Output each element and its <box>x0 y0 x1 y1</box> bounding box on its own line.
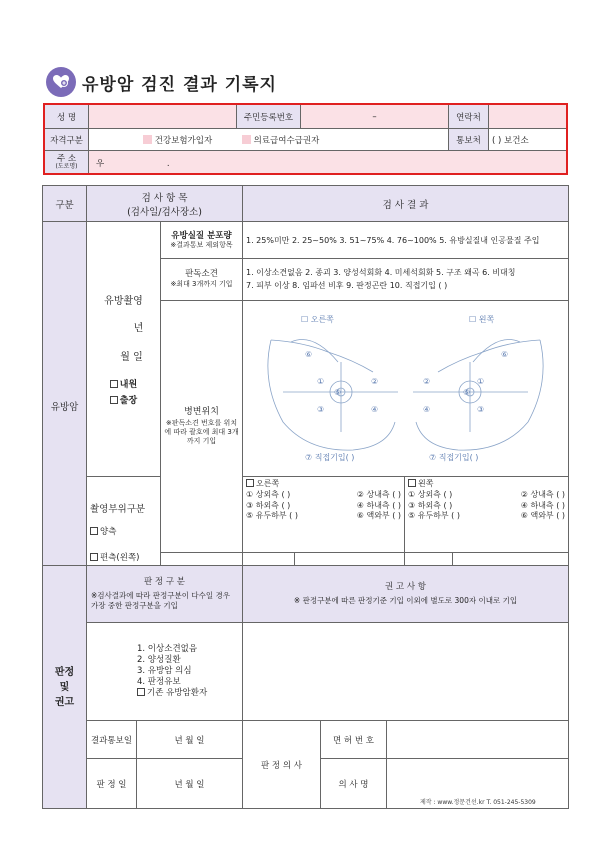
judgment-opt-1[interactable]: 1. 이상소견없음 <box>137 643 198 654</box>
judgment-row-label-3: 권고 <box>54 696 75 708</box>
left-upper-outer[interactable]: ① 상외측 ( ) <box>408 489 453 499</box>
right-lower-inner[interactable]: ④ 하내측 ( ) <box>356 500 401 510</box>
right-zone-6: ⑥ <box>305 349 313 359</box>
right-subareolar[interactable]: ⑤ 유두하부 ( ) <box>246 511 298 521</box>
breast-diagram-cell <box>243 301 569 477</box>
left-checkbox[interactable] <box>408 479 416 487</box>
page-title: 유방암 검진 결과 기록지 <box>82 74 277 95</box>
findings-note: ※최대 3개까지 기입 <box>170 280 233 289</box>
area-both-checkbox[interactable] <box>90 527 98 535</box>
col-items-sub: (검사일/검사장소) <box>127 206 202 218</box>
judgment-category-note: ※검사결과에 따라 판정구분이 다수일 경우 가장 중한 판정구분을 기입 <box>91 590 230 610</box>
judgment-row-label-2: 및 <box>59 681 70 693</box>
right-upper-inner[interactable]: ② 상내측 ( ) <box>356 489 401 499</box>
findings-label: 판독소견 <box>185 269 218 280</box>
right-box-title: 오른쪽 <box>256 479 280 488</box>
outreach-checkbox[interactable] <box>110 396 118 404</box>
right-location-box <box>243 477 405 553</box>
judgment-opt-4[interactable]: 4. 판정유보 <box>137 677 181 688</box>
left-zone-1: ① <box>477 376 485 386</box>
imaging-month-day: 월 일 <box>120 352 143 363</box>
heart-plus-icon <box>46 67 76 97</box>
diagram-right-label: ☐ 오른쪽 <box>301 314 334 324</box>
outreach-label: 출장 <box>119 396 138 406</box>
address-label-sub: (도로명) <box>55 162 78 170</box>
left-axillary[interactable]: ⑥ 액와부 ( ) <box>520 511 565 521</box>
name-label: 성 명 <box>45 105 89 129</box>
address-dot: . <box>166 158 170 169</box>
exam-table <box>42 185 569 590</box>
right-lower-outer[interactable]: ③ 하외측 ( ) <box>246 500 291 510</box>
left-subareolar[interactable]: ⑤ 유두하부 ( ) <box>408 511 460 521</box>
advice-field[interactable] <box>243 623 569 721</box>
right-direct-input: ⑦ 직접기입( ) <box>305 452 355 462</box>
address-label-main: 주 소 <box>56 153 77 164</box>
breast-diagram <box>243 302 568 476</box>
location-label: 병변위치 <box>184 407 219 418</box>
center-label: 통보처 <box>449 129 489 151</box>
left-direct-input: ⑦ 직접기입( ) <box>429 452 479 462</box>
col-items <box>87 186 243 222</box>
findings-options[interactable] <box>243 259 569 301</box>
area-label: 촬영부위구분 <box>90 504 146 515</box>
left-lower-outer[interactable]: ③ 하외측 ( ) <box>408 500 453 510</box>
col-items-title: 검 사 항 목 <box>141 192 188 204</box>
judgment-table <box>42 565 569 809</box>
judgment-category-title: 판 정 구 분 <box>144 577 185 588</box>
density-note: ※결과통보 제외항목 <box>170 240 233 249</box>
location-cell <box>161 301 243 553</box>
footer-credit: 제작 : www.정문건선.kr T. 051-245-5309 <box>420 799 536 806</box>
eligibility-opt-insured: 건강보험가입자 <box>154 135 213 146</box>
right-zone-5: ⑤ <box>334 387 342 397</box>
left-lower-inner[interactable]: ④ 하내측 ( ) <box>520 500 565 510</box>
findings-line-2: 7. 피부 이상 8. 임파선 비후 9. 판정곤란 10. 직접기입 ( ) <box>246 280 448 290</box>
left-zone-4: ④ <box>423 404 431 414</box>
left-box-title: 왼쪽 <box>418 479 434 488</box>
col-results: 검 사 결 과 <box>243 186 569 222</box>
postal-mark: 우 <box>96 158 105 169</box>
findings-line-1: 1. 이상소견없음 2. 종괴 3. 양성석회화 4. 미세석회화 5. 구조 왜곡 6. 비대칭 <box>246 268 516 278</box>
imaging-label: 유방촬영 <box>104 296 143 307</box>
imaging-year: 년 <box>133 323 144 334</box>
eligibility-label: 자격구분 <box>45 129 89 151</box>
advice-header <box>243 566 569 623</box>
center-field[interactable]: ( ) 보건소 <box>489 129 567 151</box>
left-zone-5: ⑤ <box>463 387 471 397</box>
notice-date-label: 결과통보일 <box>87 721 137 759</box>
judgment-opt-5: 기존 유방암환자 <box>147 688 208 699</box>
area-both: 양측 <box>100 527 117 537</box>
judgment-category-header <box>87 566 243 623</box>
inhouse-checkbox[interactable] <box>110 380 118 388</box>
right-axillary[interactable]: ⑥ 액와부 ( ) <box>356 511 401 521</box>
area-left: 편측(왼쪽) <box>100 553 140 563</box>
left-zone-3: ③ <box>477 404 485 414</box>
right-checkbox[interactable] <box>246 479 254 487</box>
judge-license-label: 면 허 번 호 <box>321 721 387 759</box>
judgment-row-label <box>43 566 87 809</box>
judge-doctor-label: 판 정 의 사 <box>243 721 321 809</box>
judgment-opt-2[interactable]: 2. 양성질환 <box>137 654 181 665</box>
advice-note: ※ 판정구분에 따른 판정기준 기입 이외에 별도로 300자 이내로 기입 <box>293 595 518 605</box>
contact-label: 연락처 <box>449 105 489 129</box>
judge-doctor-name-label: 의 사 명 <box>321 759 387 809</box>
location-note: ※판독소견 번호를 위치에 따라 괄호에 최대 3개까지 기입 <box>164 418 239 446</box>
area-left-checkbox[interactable] <box>90 553 98 561</box>
left-location-box <box>405 477 569 553</box>
right-zone-4: ④ <box>371 404 379 414</box>
form-header <box>46 66 277 98</box>
left-zone-2: ② <box>423 376 431 386</box>
rrn-field[interactable]: – <box>301 105 449 129</box>
judge-date-label: 판 정 일 <box>87 759 137 809</box>
left-zone-6: ⑥ <box>501 349 509 359</box>
imaging-cell <box>87 222 161 477</box>
rrn-label: 주민등록번호 <box>237 105 301 129</box>
density-options[interactable]: 1. 25%미만 2. 25~50% 3. 51~75% 4. 76~100% 5. 유방실질내 인공물질 주입 <box>243 222 569 259</box>
right-upper-outer[interactable]: ① 상외측 ( ) <box>246 489 291 499</box>
density-cell <box>161 222 243 259</box>
right-zone-1: ① <box>317 376 325 386</box>
judgment-opt-3[interactable]: 3. 유방암 의심 <box>137 665 192 676</box>
personal-info-highlight <box>43 103 568 175</box>
eligibility-opt-medicaid: 의료급여수급권자 <box>253 135 320 146</box>
judge-date-field[interactable]: 년 월 일 <box>137 759 243 809</box>
findings-cell <box>161 259 243 301</box>
right-zone-2: ② <box>371 376 379 386</box>
inhouse-label: 내원 <box>119 380 138 390</box>
col-category: 구분 <box>43 186 87 222</box>
judge-license-field[interactable] <box>387 721 569 759</box>
notice-date-field[interactable]: 년 월 일 <box>137 721 243 759</box>
judgment-options <box>87 623 243 721</box>
judgment-row-label-1: 판정 <box>54 666 75 678</box>
left-upper-inner[interactable]: ② 상내측 ( ) <box>520 489 565 499</box>
breast-cancer-label: 유방암 <box>43 222 87 590</box>
diagram-left-label: ☐ 왼쪽 <box>469 314 495 324</box>
existing-patient-checkbox[interactable] <box>137 688 145 696</box>
right-zone-3: ③ <box>317 404 325 414</box>
density-label: 유방실질 분포량 <box>171 230 232 241</box>
advice-title: 권 고 사 항 <box>385 582 426 593</box>
